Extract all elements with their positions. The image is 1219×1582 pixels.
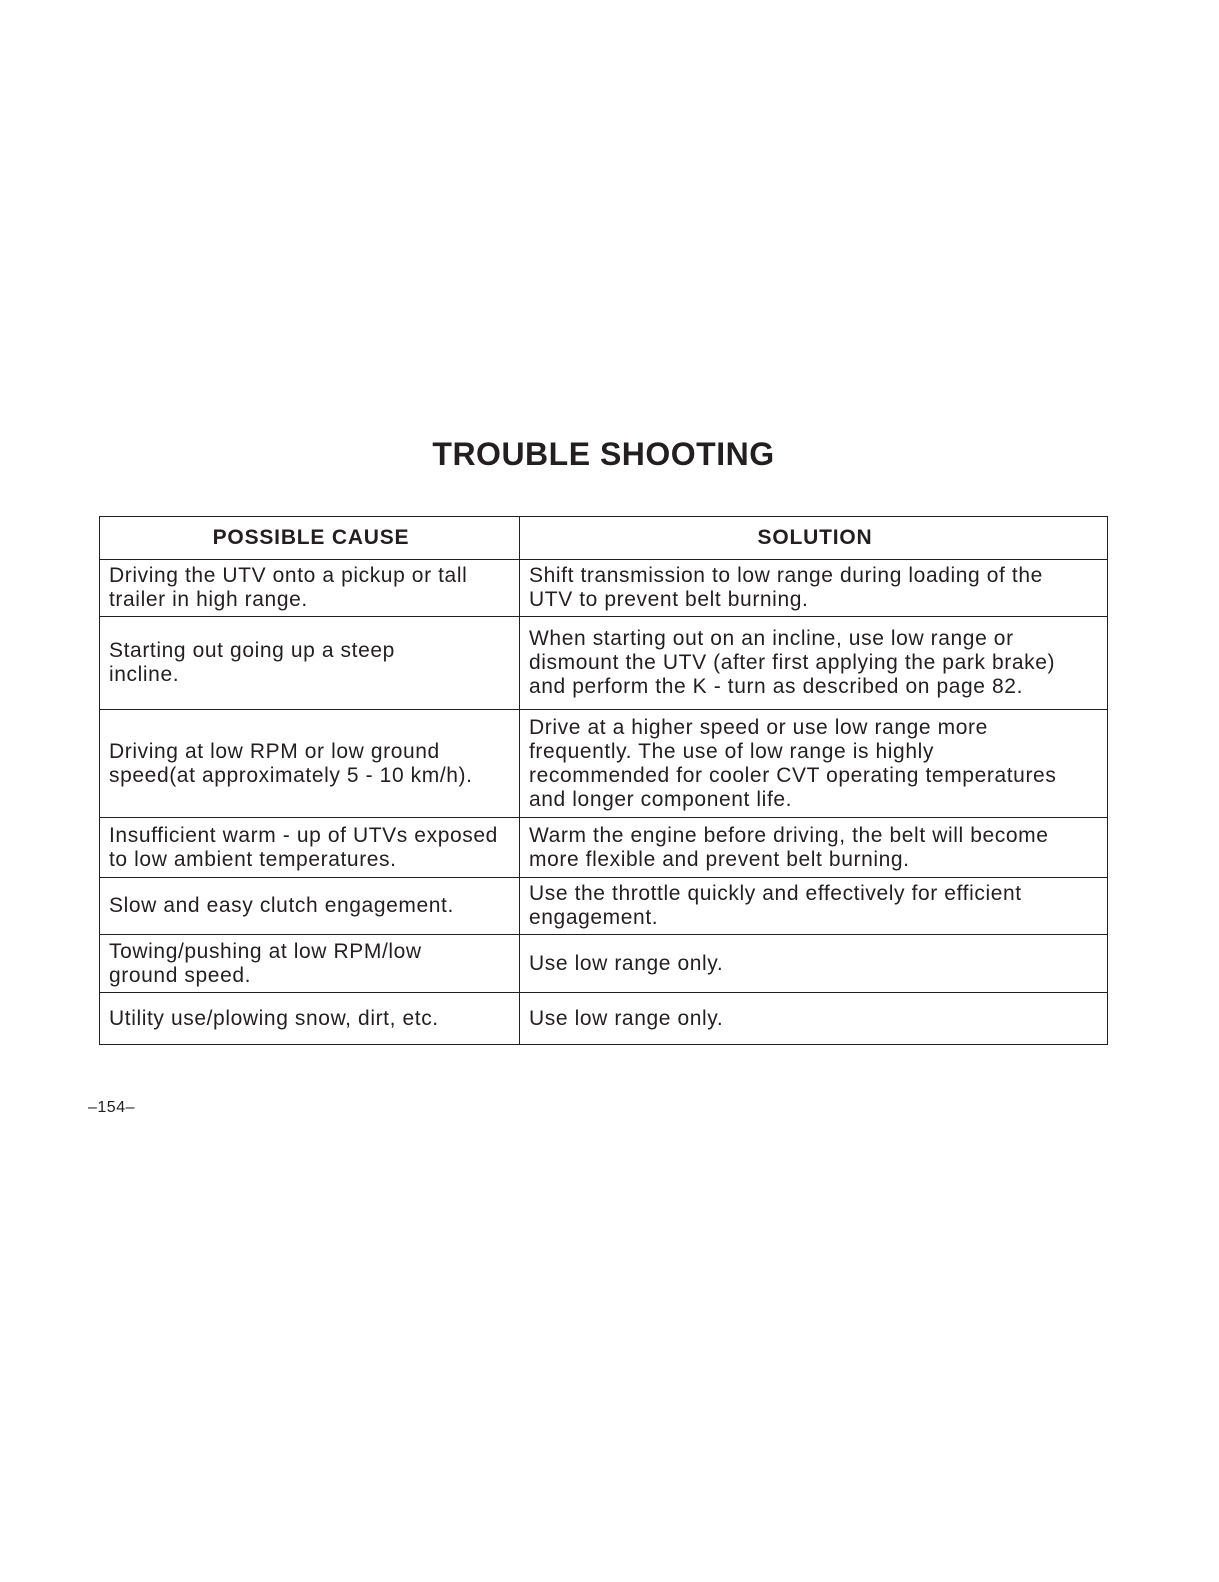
solution-cell: Warm the engine before driving, the belt will become more flexible and prevent belt burning.	[520, 818, 1108, 878]
table-row	[100, 935, 1108, 993]
cause-cell: Driving at low RPM or low ground speed(at approximately 5 - 10 km/h).	[100, 710, 520, 818]
table-row	[100, 818, 1108, 878]
table-row	[100, 617, 1108, 710]
table-header-row	[100, 517, 1108, 560]
cause-cell: Towing/pushing at low RPM/low ground speed.	[100, 935, 520, 993]
table-row	[100, 710, 1108, 818]
solution-cell: When starting out on an incline, use low range or dismount the UTV (after first applying the park brake) and perform the K - turn as described on page 82.	[520, 617, 1108, 710]
cause-cell: Slow and easy clutch engagement.	[100, 878, 520, 935]
cause-cell: Insufficient warm - up of UTVs exposed to low ambient temperatures.	[100, 818, 520, 878]
solution-cell: Use the throttle quickly and effectively for efficient engagement.	[520, 878, 1108, 935]
cause-cell: Driving the UTV onto a pickup or tall trailer in high range.	[100, 560, 520, 617]
header-possible-cause: POSSIBLE CAUSE	[100, 517, 520, 560]
table-row	[100, 993, 1108, 1045]
troubleshooting-table	[99, 516, 1108, 1045]
header-solution: SOLUTION	[520, 517, 1108, 560]
solution-cell: Shift transmission to low range during loading of the UTV to prevent belt burning.	[520, 560, 1108, 617]
page-title: TROUBLE SHOOTING	[432, 436, 775, 472]
table-row	[100, 878, 1108, 935]
table-row	[100, 560, 1108, 617]
page-number: –154–	[88, 1099, 135, 1116]
solution-cell: Use low range only.	[520, 935, 1108, 993]
cause-cell: Starting out going up a steep incline.	[100, 617, 520, 710]
solution-cell: Use low range only.	[520, 993, 1108, 1045]
solution-cell: Drive at a higher speed or use low range more frequently. The use of low range is highly recommended for cooler CVT operating temperatures and longer component life.	[520, 710, 1108, 818]
cause-cell: Utility use/plowing snow, dirt, etc.	[100, 993, 520, 1045]
